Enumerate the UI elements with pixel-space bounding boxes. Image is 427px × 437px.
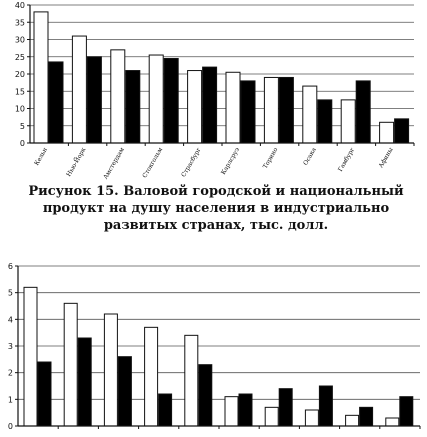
bar-open (64, 303, 77, 426)
bar-filled (118, 357, 131, 426)
bar-filled (319, 386, 332, 426)
bar-chart-national-gdp (0, 258, 427, 437)
x-category-label: Осака (302, 146, 318, 167)
y-tick-label: 3 (7, 342, 13, 351)
bar-open (346, 415, 359, 426)
figure-caption: Рисунок 15. Валовой городской и национальный продукт на душу населения в индустриально развитых странах, тыс. долл. (28, 184, 404, 233)
x-category-label: Стокгольм (141, 146, 165, 180)
x-category-label: Нью-Йорк (65, 146, 88, 178)
bar-filled (279, 389, 292, 426)
x-category-label: Страсбург (180, 146, 203, 179)
bar-filled (159, 394, 172, 426)
bar-filled (38, 362, 51, 426)
bar-filled (279, 77, 293, 143)
y-tick-label: 6 (7, 262, 13, 271)
bar-open (265, 407, 278, 426)
bar-open (225, 397, 238, 426)
bar-filled (356, 81, 370, 143)
y-tick-label: 1 (7, 395, 13, 405)
bar-chart-city-gdp (0, 0, 427, 180)
y-tick-label: 5 (19, 121, 25, 131)
bar-filled (78, 338, 91, 426)
bar-open (72, 36, 86, 143)
bar-filled (239, 394, 252, 426)
y-tick-label: 2 (7, 368, 13, 378)
bar-open (185, 335, 198, 426)
y-tick-label: 4 (7, 315, 13, 325)
bar-filled (395, 119, 409, 143)
bar-open (188, 71, 202, 143)
bar-open (149, 55, 163, 143)
bar-filled (203, 67, 217, 143)
bar-filled (126, 71, 140, 143)
bar-open (341, 100, 355, 143)
bar-open (264, 77, 278, 143)
x-category-label: Амстердам (102, 146, 126, 181)
y-tick-label: 5 (7, 288, 13, 298)
bar-open (104, 314, 117, 426)
bar-open (305, 410, 318, 426)
bar-filled (164, 58, 178, 143)
bar-open (111, 50, 125, 143)
x-category-label: Карлсруэ (219, 146, 242, 176)
bar-open (303, 86, 317, 143)
bar-open (24, 287, 37, 426)
y-tick-label: 35 (14, 18, 25, 28)
bar-filled (199, 365, 212, 426)
y-tick-label: 30 (14, 35, 25, 45)
bar-filled (87, 57, 101, 143)
bar-filled (241, 81, 255, 143)
y-tick-label: 25 (14, 52, 25, 62)
x-category-label: Гамбург (336, 146, 357, 173)
bar-open (386, 418, 399, 426)
bar-open (34, 12, 48, 143)
y-tick-label: 10 (14, 104, 25, 114)
x-category-label: Кельн (33, 146, 50, 167)
x-category-label: Афины (377, 146, 395, 170)
y-tick-label: 40 (14, 1, 25, 10)
bar-open (380, 122, 394, 143)
bar-filled (400, 397, 413, 426)
y-tick-label: 0 (7, 422, 13, 431)
x-category-label: Торино (261, 146, 280, 170)
bar-open (145, 327, 158, 426)
y-tick-label: 20 (14, 70, 25, 79)
bar-filled (360, 407, 373, 426)
y-tick-label: 15 (14, 87, 25, 97)
bar-filled (318, 100, 332, 143)
bar-filled (49, 62, 63, 143)
bar-open (226, 72, 240, 143)
y-tick-label: 0 (19, 139, 25, 148)
